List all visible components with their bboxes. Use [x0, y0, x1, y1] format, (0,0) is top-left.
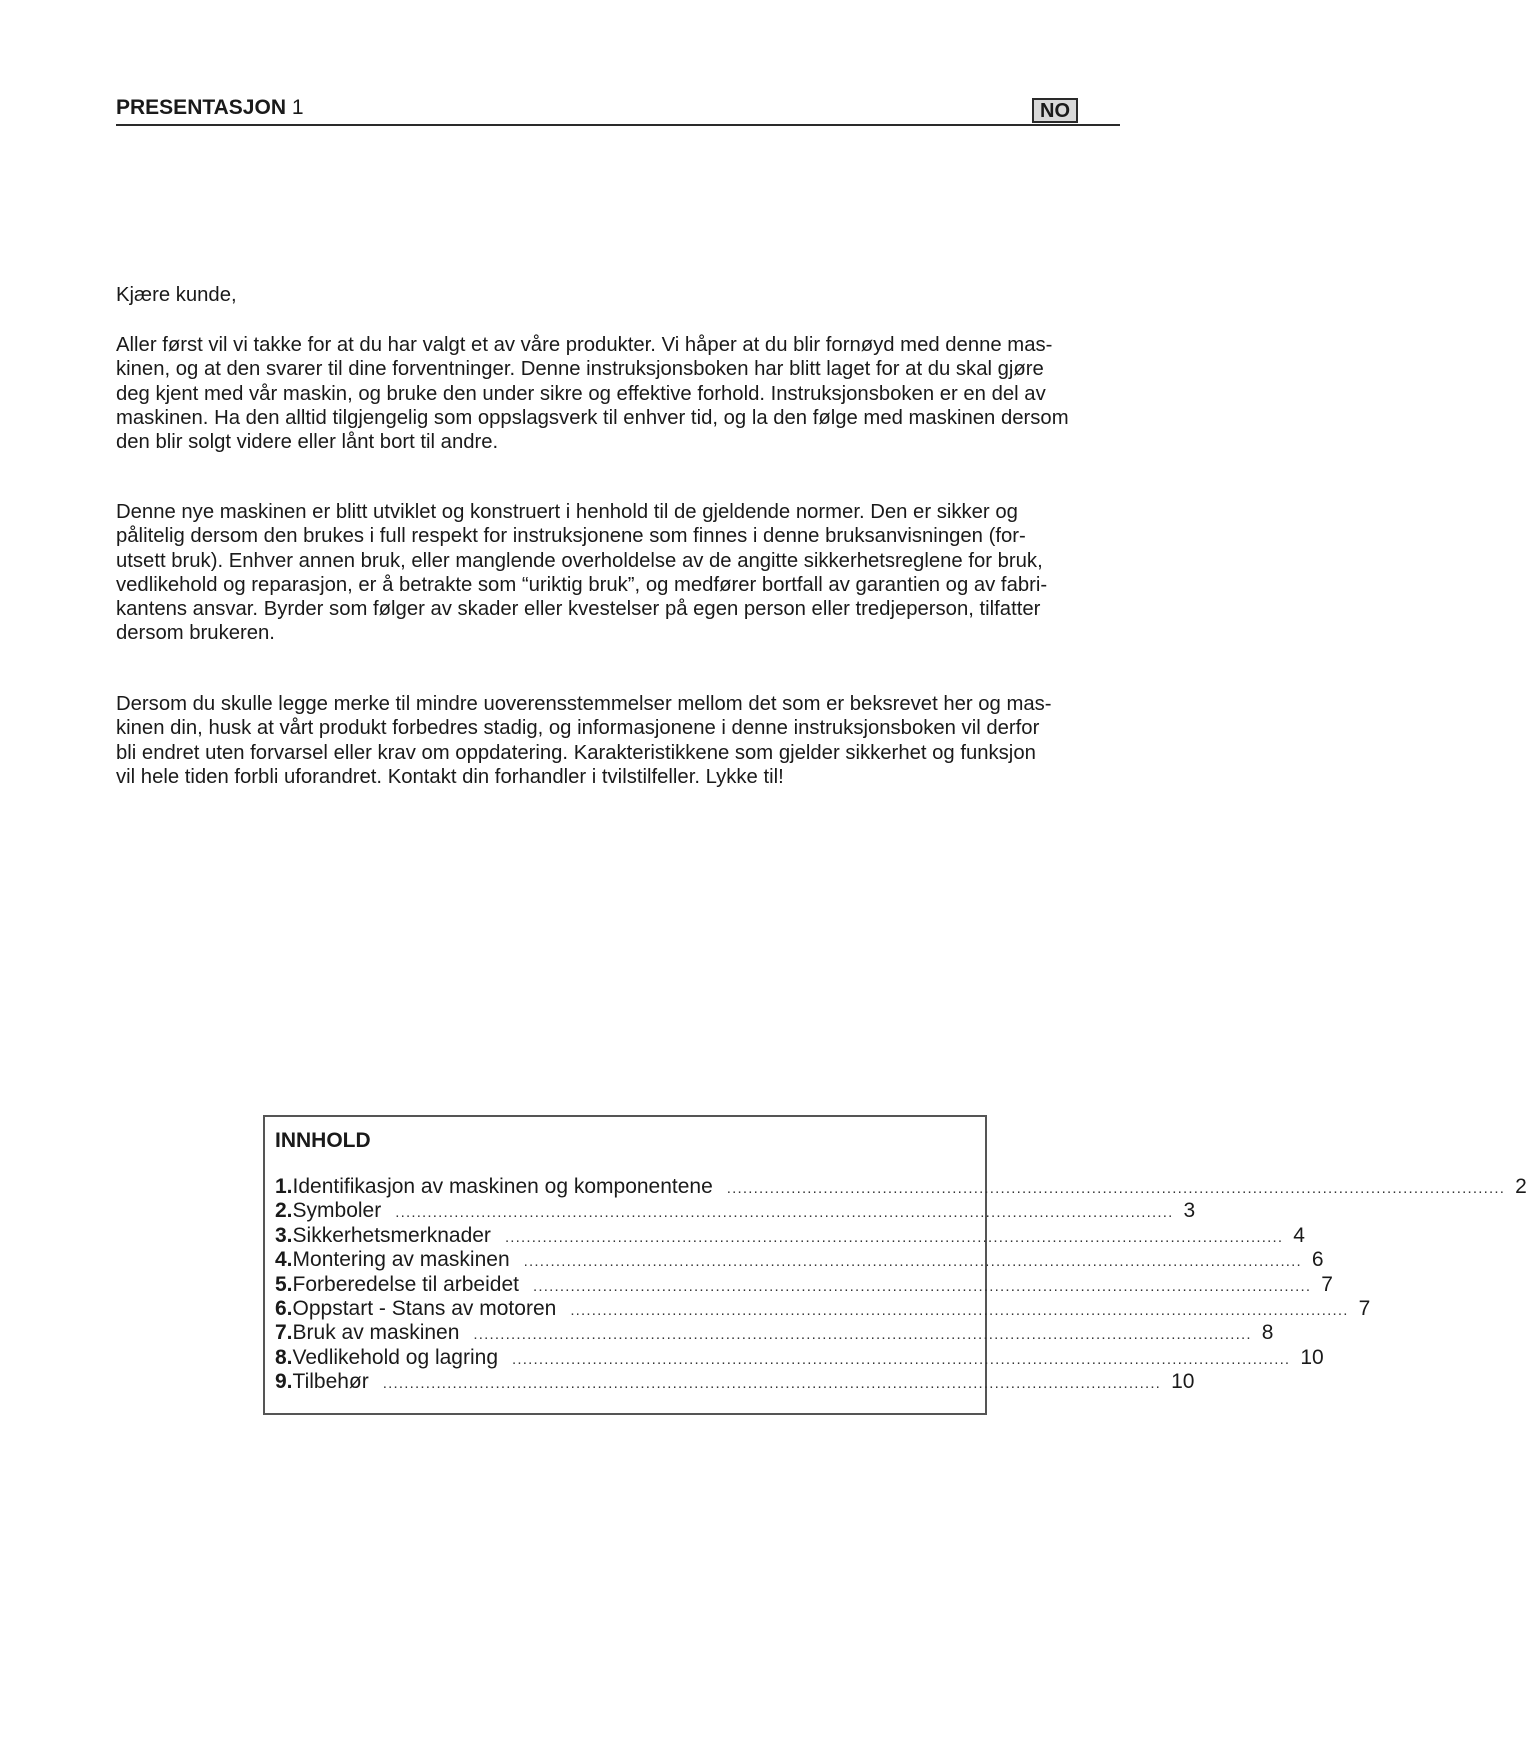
toc-leader-dots: .................................................................................................................................................: [504, 1228, 1284, 1246]
toc-number: 3.: [275, 1223, 293, 1247]
toc-page: 3: [1183, 1199, 1196, 1223]
paragraph-line: Dersom du skulle legge merke til mindre uoverensstemmelser mellom det som er beksrevet her og mas-: [116, 693, 1052, 715]
toc-label: Oppstart - Stans av motoren: [292, 1296, 557, 1320]
paragraph-line: Denne nye maskinen er blitt utviklet og konstruert i henhold til de gjeldende normer. Den er sikker og: [116, 501, 1018, 523]
toc-entry[interactable]: [275, 1175, 1527, 1199]
paragraph-line: vil hele tiden forbli uforandret. Kontakt din forhandler i tvilstilfeller. Lykke til!: [116, 765, 784, 788]
paragraph-line: utsett bruk). Enhver annen bruk, eller manglende overholdelse av de angitte sikkerhetsreglene for bruk,: [116, 549, 1043, 572]
toc-page: 4: [1293, 1223, 1305, 1247]
toc-page: 2: [1515, 1175, 1527, 1198]
toc-entry[interactable]: [275, 1199, 1196, 1223]
language-badge: NO: [1032, 98, 1078, 123]
paragraph-intro: [116, 333, 1144, 454]
toc-leader-dots: .................................................................................................................................................: [570, 1301, 1349, 1319]
paragraph-line: vedlikehold og reparasjon, er å betrakte som “uriktig bruk”, og medfører bortfall av garantien og av fabri-: [116, 573, 1048, 596]
paragraph-line: maskinen. Ha den alltid tilgjengelig som oppslagsverk til enhver tid, og la den følge med maskinen dersom: [116, 406, 1069, 429]
toc-list: [275, 1175, 1527, 1395]
paragraph-line: dersom brukeren.: [116, 622, 275, 645]
paragraph-line: kinen din, husk at vårt produkt forbedres stadig, og informasjonene i denne instruksjonsboken vil derfor: [116, 717, 1040, 740]
paragraph-line: kinen, og at den svarer til dine forventninger. Denne instruksjonsboken har blitt laget for at du skal gjøre: [116, 358, 1044, 381]
toc-leader-dots: .................................................................................................................................................: [512, 1350, 1291, 1368]
toc-number: 7.: [275, 1321, 293, 1345]
toc-label: Bruk av maskinen: [292, 1321, 460, 1345]
toc-entry[interactable]: [275, 1345, 1324, 1370]
toc-leader-dots: .................................................................................................................................................: [532, 1277, 1312, 1295]
toc-page: 10: [1300, 1345, 1324, 1369]
toc-label: Symboler: [292, 1199, 382, 1223]
toc-number: 8.: [275, 1345, 293, 1369]
toc-number: 1.: [275, 1175, 293, 1198]
toc-number: 2.: [275, 1199, 293, 1223]
toc-label: Montering av maskinen: [292, 1248, 510, 1272]
toc-entry[interactable]: [275, 1223, 1305, 1248]
toc-number: 4.: [275, 1248, 293, 1272]
toc-page: 6: [1311, 1248, 1324, 1272]
toc-number: 6.: [275, 1296, 293, 1320]
toc-number: 5.: [275, 1272, 293, 1296]
toc-entry[interactable]: [275, 1272, 1333, 1297]
paragraph-line: kantens ansvar. Byrder som følger av skader eller kvestelser på egen person eller tredjeperson, tilfatter: [116, 598, 1041, 621]
toc-page: 8: [1261, 1321, 1274, 1345]
toc-entry[interactable]: [275, 1321, 1274, 1345]
toc-label: Forberedelse til arbeidet: [292, 1272, 519, 1296]
paragraph-line: pålitelig dersom den brukes i full respekt for instruksjonene som finnes i denne bruksanvisningen (for-: [116, 525, 1026, 548]
section-title-text: PRESENTASJON: [116, 96, 286, 119]
toc-page: 7: [1321, 1272, 1333, 1296]
greeting: Kjære kunde,: [116, 284, 237, 306]
toc-leader-dots: .................................................................................................................................................: [395, 1204, 1174, 1222]
toc-entry[interactable]: [275, 1248, 1324, 1272]
toc-page: 10: [1171, 1370, 1195, 1394]
toc-title: INNHOLD: [275, 1129, 371, 1152]
toc-entry[interactable]: [275, 1370, 1195, 1394]
paragraph-line: Aller først vil vi takke for at du har valgt et av våre produkter. Vi håper at du blir fornøyd med denne mas-: [116, 334, 1053, 356]
paragraph-line: bli endret uten forvarsel eller krav om oppdatering. Karakteristikkene som gjelder sikkerhet og funksjon: [116, 741, 1036, 764]
table-of-contents: [263, 1115, 1527, 1415]
toc-leader-dots: .................................................................................................................................................: [382, 1375, 1162, 1393]
page-header: [116, 94, 1120, 126]
paragraph-line: den blir solgt videre eller lånt bort til andre.: [116, 431, 499, 454]
toc-number: 9.: [275, 1370, 293, 1394]
toc-leader-dots: .................................................................................................................................................: [523, 1253, 1302, 1271]
toc-label: Tilbehør: [292, 1370, 369, 1394]
toc-entry[interactable]: [275, 1296, 1371, 1321]
paragraph-updates: [116, 692, 1144, 789]
toc-page: 7: [1358, 1296, 1371, 1320]
toc-label: Vedlikehold og lagring: [292, 1345, 499, 1369]
paragraph-line: deg kjent med vår maskin, og bruke den under sikre og effektive forhold. Instruksjonsboken er en del av: [116, 382, 1046, 405]
toc-label: Sikkerhetsmerknader: [292, 1223, 491, 1247]
paragraph-safety: [116, 500, 1144, 646]
toc-leader-dots: .................................................................................................................................................: [473, 1326, 1252, 1344]
toc-leader-dots: .................................................................................................................................................: [726, 1180, 1506, 1197]
section-title: [116, 96, 304, 120]
toc-label: Identifikasjon av maskinen og komponentene: [292, 1175, 713, 1198]
page-number: 1: [291, 96, 304, 119]
